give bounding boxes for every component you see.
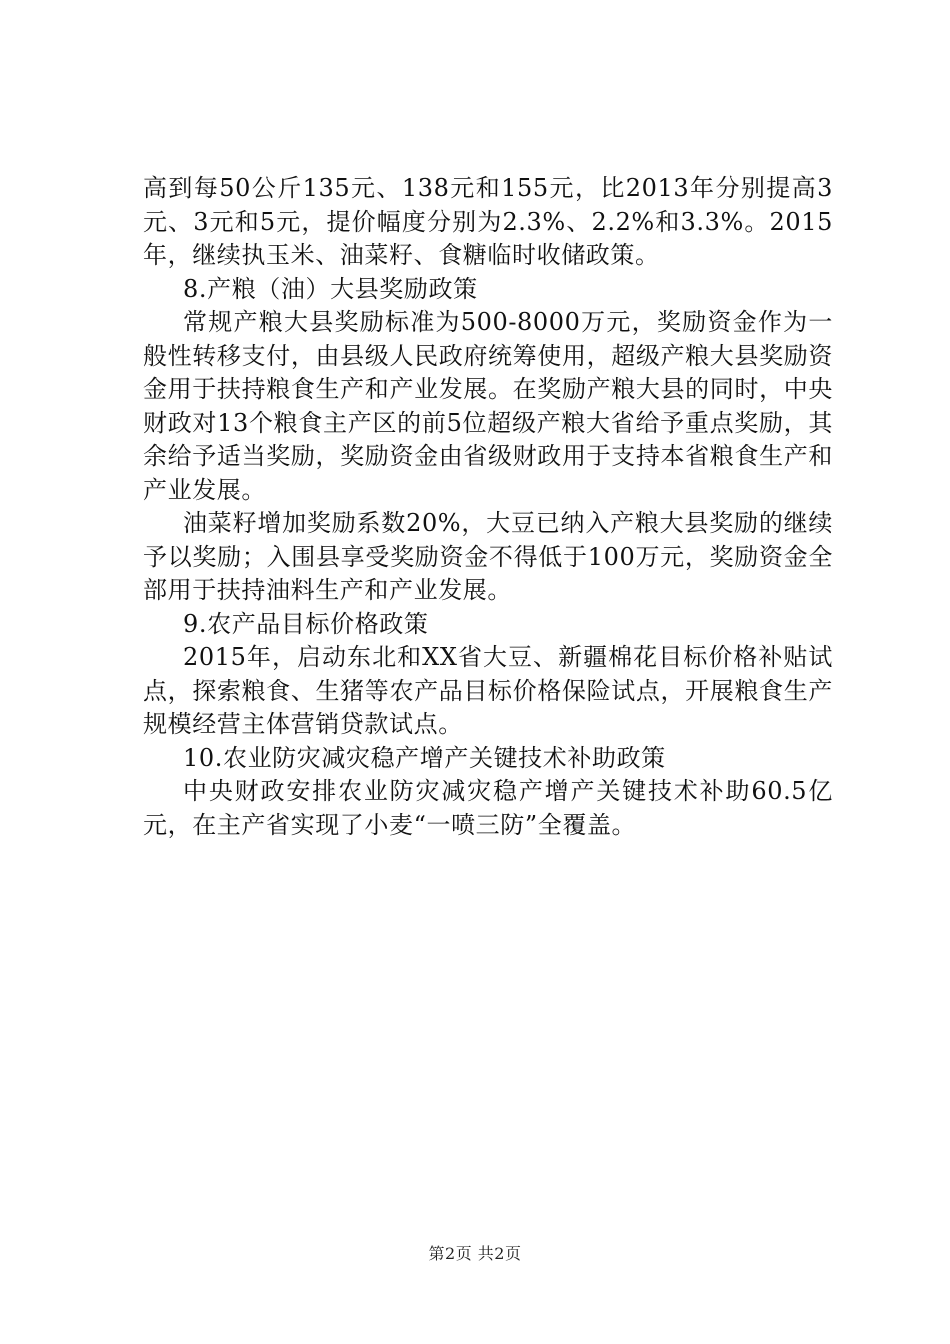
heading-target-price-policy: 9.农产品目标价格政策	[183, 609, 429, 638]
paragraph-oilseed-reward: 油菜籽增加奖励系数20%，大豆已纳入产粮大县奖励的继续予以奖励；入围县享受奖励资金不得低于100万元，奖励资金全部用于扶持油料生产和产业发展。	[143, 509, 833, 604]
page-footer: 第2页 共2页	[428, 1244, 522, 1263]
heading-grain-county-reward: 8.产粮（油）大县奖励政策	[183, 274, 478, 303]
paragraph-target-price-policy: 2015年，启动东北和XX省大豆、新疆棉花目标价格补贴试点，探索粮食、生猪等农产品目标价格保险试点，开展粮食生产规模经营主体营销贷款试点。	[143, 643, 833, 738]
paragraph-disaster-prevention-subsidy: 中央财政安排农业防灾减灾稳产增产关键技术补助60.5亿元，在主产省实现了小麦“一喷三防”全覆盖。	[143, 777, 833, 839]
paragraph-grain-county-reward: 常规产粮大县奖励标准为500-8000万元，奖励资金作为一般性转移支付，由县级人民政府统筹使用，超级产粮大县奖励资金用于扶持粮食生产和产业发展。在奖励产粮大县的同时，中央财政对13个粮食主产区的前5位超级产粮大省给予重点奖励，其余给予适当奖励，奖励资金由省级财政用于支持本省粮食生产和产业发展。	[143, 308, 833, 504]
paragraph-price-continuation: 高到每50公斤135元、138元和155元，比2013年分别提高3元、3元和5元，提价幅度分别为2.3%、2.2%和3.3%。2015年，继续执玉米、油菜籽、食糖临时收储政策。	[143, 174, 833, 269]
document-body	[143, 172, 833, 842]
heading-disaster-prevention-subsidy: 10.农业防灾减灾稳产增产关键技术补助政策	[183, 743, 666, 772]
